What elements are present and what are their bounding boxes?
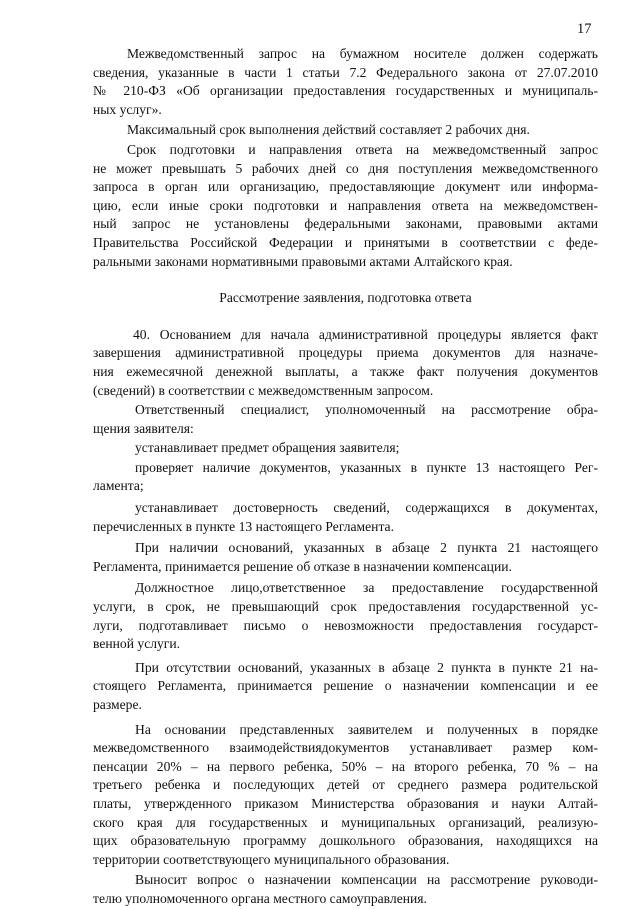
- paragraph-official-letter: [93, 579, 598, 653]
- text-line: ламента;: [93, 478, 144, 494]
- text-line: 40. Основанием для начала административной процедуры является факт: [133, 326, 598, 342]
- list-item-verifies-information: [93, 499, 598, 536]
- list-item-establishes-subject: [93, 439, 598, 458]
- text-line: стоящего Регламента, принимается решение о назначении компенсации и ее: [93, 678, 598, 694]
- paragraph-interagency-request-content: [93, 45, 598, 119]
- paragraph-max-duration: [93, 121, 598, 140]
- paragraph-submits-to-head: [93, 871, 598, 908]
- text-line: Правительства Российской Федерации и принятыми в соответствии с феде-: [93, 234, 598, 250]
- text-line: перечисленных в пункте 13 настоящего Регламента.: [93, 518, 394, 534]
- text-line: венной услуги.: [93, 636, 181, 652]
- text-line: не может превышать 5 рабочих дней со дня поступления межведомственного: [93, 160, 598, 176]
- text-line: Выносит вопрос о назначении компенсации на рассмотрение руководи-: [135, 872, 598, 888]
- text-line: Срок подготовки и направления ответа на межведомственный запрос: [127, 141, 598, 157]
- text-line: третьего ребенка и последующих детей от среднего размера родительской: [93, 777, 598, 793]
- paragraph-responsible-specialist: [93, 401, 598, 438]
- text-line: сведения, указанные в части 1 статьи 7.2 Федерального закона от 27.07.2010: [93, 64, 598, 80]
- text-line: платы, утвержденного приказом Министерства образования и науки Алтай-: [93, 795, 598, 811]
- text-line: устанавливает предмет обращения заявителя;: [135, 440, 400, 456]
- text-line: телю уполномоченного органа местного самоуправления.: [93, 890, 427, 906]
- text-line: № 210-ФЗ «Об организации предоставления государственных и муниципаль-: [93, 83, 598, 99]
- text-line: устанавливает достоверность сведений, содержащихся в документах,: [135, 500, 598, 516]
- page-number: 17: [577, 21, 592, 37]
- text-line: щения заявителя:: [93, 420, 194, 436]
- text-line: Межведомственный запрос на бумажном носителе должен содержать: [127, 46, 598, 61]
- text-line: Должностное лицо,ответственное за предоставление государственной: [135, 580, 598, 596]
- text-line: услуги, в срок, не превышающий срок предоставления государственной ус-: [93, 599, 598, 615]
- paragraph-response-deadline: [93, 141, 598, 271]
- text-line: щих образовательную программу дошкольного образования, находящихся на: [93, 833, 598, 849]
- paragraph-compensation-decision: [93, 659, 598, 715]
- paragraph-40: [93, 326, 598, 400]
- text-line: ный запрос не установлены федеральными законами, правовыми актами: [93, 216, 598, 232]
- text-line: ных услуг».: [93, 101, 162, 117]
- text-line: Максимальный срок выполнения действий составляет 2 рабочих дня.: [127, 122, 530, 138]
- text-line: цию, если иные сроки подготовки и направления ответа на межведомствен-: [93, 197, 598, 213]
- list-item-checks-documents: [93, 459, 598, 496]
- text-line: ральными законами нормативными правовыми актами Алтайского края.: [93, 253, 513, 269]
- section-heading: Рассмотрение заявления, подготовка ответа: [219, 290, 472, 306]
- paragraph-compensation-amount: [93, 721, 598, 870]
- text-line: завершения административной процедуры приема документов для назначе-: [93, 345, 598, 361]
- text-line: Ответственный специалист, уполномоченный на рассмотрение обра-: [135, 402, 598, 418]
- text-line: ния ежемесячной денежной выплаты, а также факт получения документов: [93, 363, 598, 379]
- text-line: межведомственного взаимодействиядокументов устанавливает размер ком-: [93, 740, 598, 756]
- text-line: При отсутствии оснований, указанных в абзаце 2 пункта в пункте 21 на-: [135, 659, 598, 675]
- text-line: размере.: [93, 697, 142, 712]
- document-body: [93, 45, 598, 909]
- text-line: запроса в орган или организацию, предоставляющие документ или информа-: [93, 179, 598, 195]
- text-line: пенсации 20% – на первого ребенка, 50% – на второго ребенка, 70 % – на: [93, 758, 598, 774]
- text-line: проверяет наличие документов, указанных в пункте 13 настоящего Рег-: [135, 459, 598, 475]
- text-line: ского края для государственных и муниципальных организаций, реализую-: [93, 814, 598, 830]
- text-line: (сведений) в соответствии с межведомственным запросом.: [93, 382, 434, 398]
- text-line: Регламента, принимается решение об отказе в назначении компенсации.: [93, 558, 512, 574]
- text-line: территории соответствующего муниципального образования.: [93, 851, 450, 867]
- paragraph-refusal-grounds: [93, 539, 598, 576]
- text-line: При наличии оснований, указанных в абзаце 2 пункта 21 настоящего: [135, 540, 598, 556]
- text-line: луги, подготавливает письмо о невозможности предоставления государст-: [93, 617, 598, 633]
- text-line: На основании представленных заявителем и полученных в порядке: [135, 721, 598, 737]
